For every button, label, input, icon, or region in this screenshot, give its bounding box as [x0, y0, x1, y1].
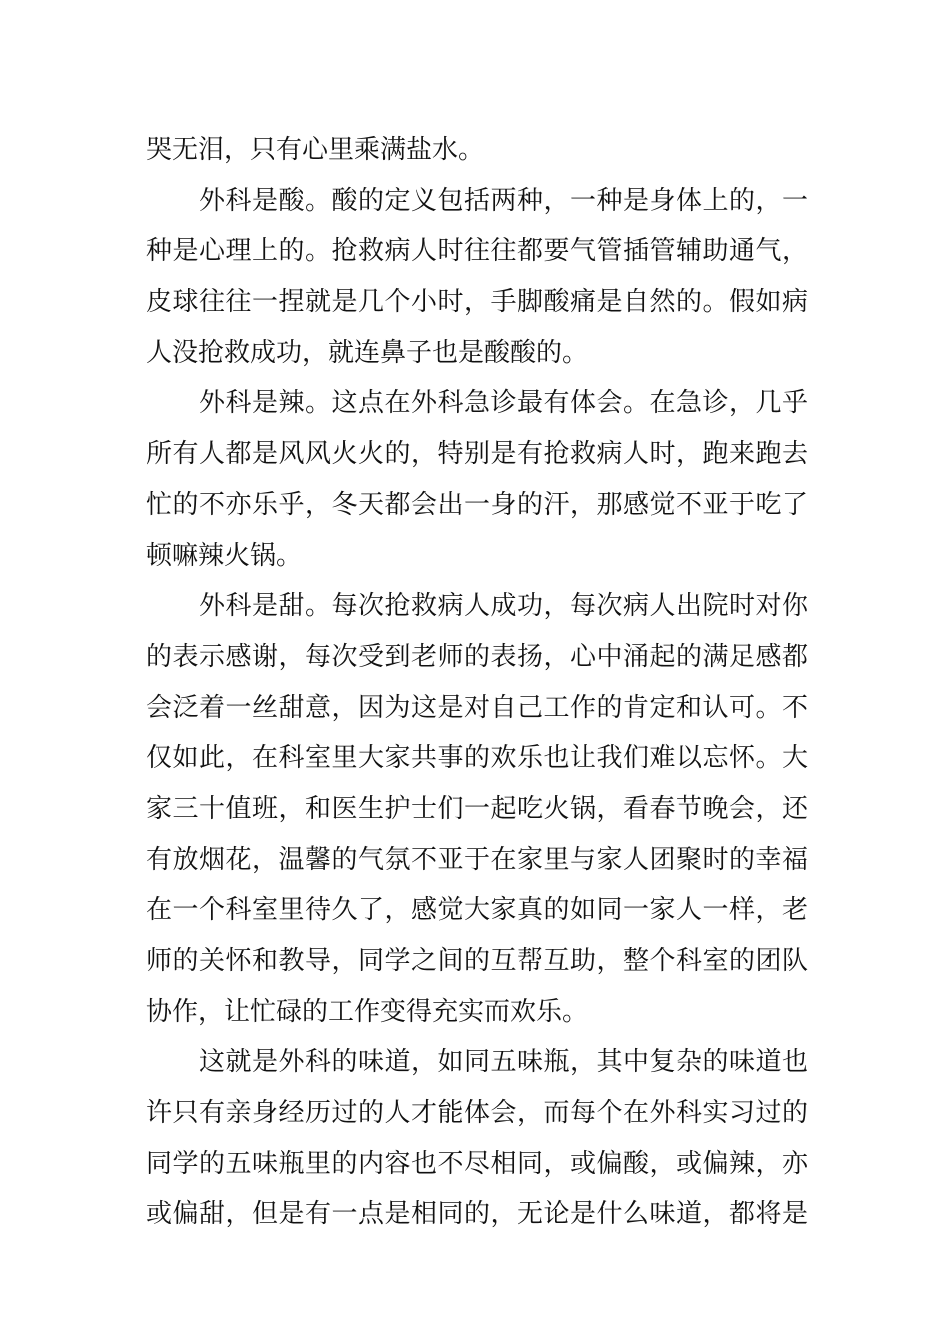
body-text [146, 128, 808, 1243]
paragraph-first-line: 外科是酸。酸的定义包括两种，一种是身体上的，一 [199, 185, 808, 216]
paragraph-first-line: 外科是甜。每次抢救病人成功，每次病人出院时对你 [199, 591, 808, 622]
text-line: 人没抢救成功，就连鼻子也是酸酸的。 [146, 337, 589, 368]
text-line: 协作，让忙碌的工作变得充实而欢乐。 [146, 996, 589, 1027]
text-line: 皮球往往一捏就是几个小时，手脚酸痛是自然的。假如病 [146, 287, 808, 318]
text-line: 有放烟花，温馨的气氛不亚于在家里与家人团聚时的幸福 [146, 844, 808, 875]
text-line: 会泛着一丝甜意，因为这是对自己工作的肯定和认可。不 [146, 692, 808, 723]
text-line: 师的关怀和教导，同学之间的互帮互助，整个科室的团队 [146, 946, 808, 976]
text-line: 顿嘛辣火锅。 [146, 540, 303, 571]
text-line: 仅如此，在科室里大家共事的欢乐也让我们难以忘怀。大 [146, 743, 808, 774]
text-line: 哭无泪，只有心里乘满盐水。 [146, 135, 485, 165]
text-line: 许只有亲身经历过的人才能体会，而每个在外科实习过的 [146, 1098, 808, 1129]
text-line: 同学的五味瓶里的内容也不尽相同，或偏酸，或偏辣，亦 [146, 1148, 808, 1179]
text-line: 在一个科室里待久了，感觉大家真的如同一家人一样，老 [146, 895, 808, 926]
text-line: 种是心理上的。抢救病人时往往都要气管插管辅助通气， [146, 236, 808, 267]
paragraph-first-line: 这就是外科的味道，如同五味瓶，其中复杂的味道也 [199, 1047, 808, 1078]
text-line: 或偏甜，但是有一点是相同的，无论是什么味道，都将是 [146, 1199, 808, 1230]
text-line: 所有人都是风风火火的，特别是有抢救病人时，跑来跑去 [146, 439, 808, 470]
text-line: 的表示感谢，每次受到老师的表扬，心中涌起的满足感都 [146, 641, 808, 672]
text-line: 家三十值班，和医生护士们一起吃火锅，看春节晚会，还 [146, 793, 808, 824]
paragraph-first-line: 外科是辣。这点在外科急诊最有体会。在急诊，几乎 [199, 388, 808, 419]
text-line: 忙的不亦乐乎，冬天都会出一身的汗，那感觉不亚于吃了 [146, 489, 808, 520]
